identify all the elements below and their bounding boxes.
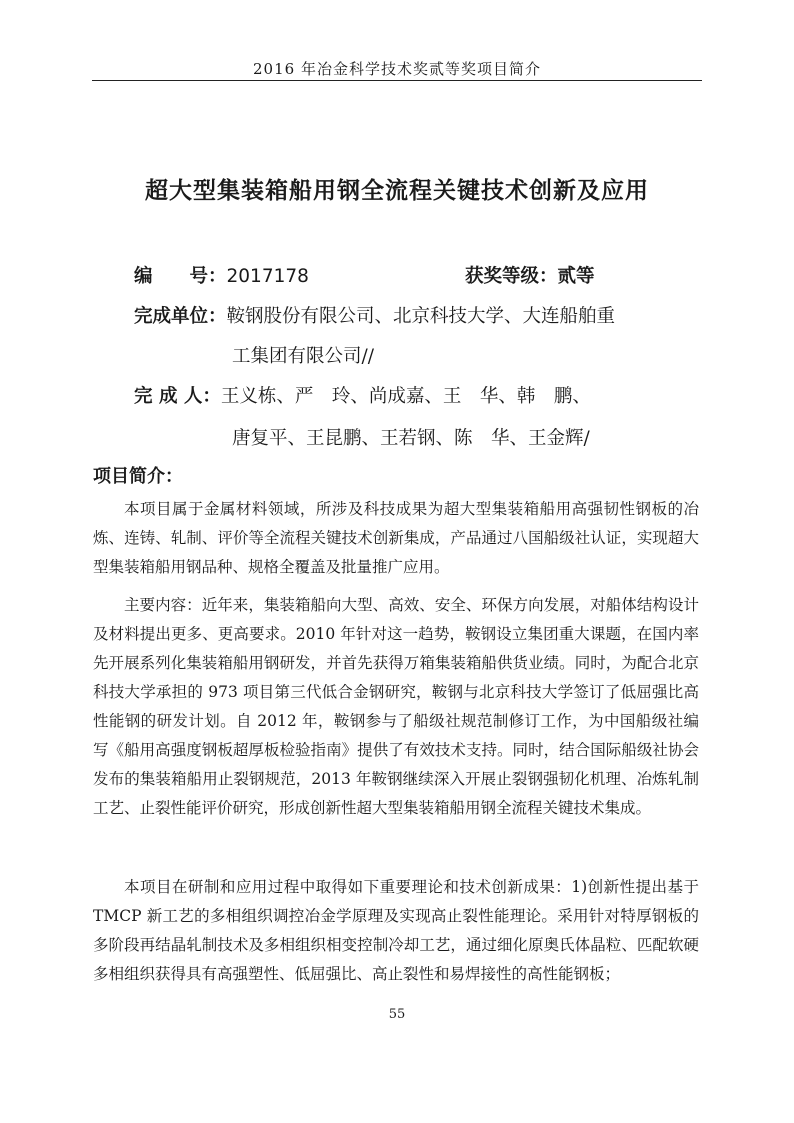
page-number: 55 <box>388 1007 406 1022</box>
number-row <box>134 262 309 288</box>
units-line-1: 鞍钢股份有限公司、北京科技大学、大连船舶重 <box>226 306 616 327</box>
number-label: 编 号： <box>134 266 227 287</box>
people-row <box>134 382 591 408</box>
people-label: 完 成 人： <box>134 386 221 407</box>
paragraph: 主要内容：近年来，集装箱船向大型、高效、安全、环保方向发展，对船体结构设计及材料提出更多、更高要求。2010 年针对这一趋势，鞍钢设立集团重大课题，在国内率先开展系列化集装箱船用钢研发，并首先获得万箱集装箱船供货业绩。同时，为配合北京科技大学承担的 973 项目第三代低合金钢研究，鞍钢与北京科技大学签订了低屈强比高性能钢的研发计划。自 2012 年，鞍钢参与了船级社规范制修订工作，为中国船级社编写《船用高强度钢板超厚板检验指南》提供了有效技术支持。同时，结合国际船级社协会发布的集装箱船用止裂钢规范，2013 年鞍钢继续深入开展止裂钢强韧化机理、冶炼轧制工艺、止裂性能评价研究，形成创新性超大型集装箱船用钢全流程关键技术集成。 <box>93 596 699 817</box>
number-value: 2017178 <box>226 266 309 287</box>
award-label: 获奖等级： <box>465 266 558 287</box>
people-line-2: 唐复平、王昆鹏、王若钢、陈 华、王金辉/ <box>232 428 590 449</box>
section-title: 项目简介： <box>93 466 183 487</box>
document-title: 超大型集装箱船用钢全流程关键技术创新及应用 <box>145 178 649 204</box>
units-line-2: 工集团有限公司// <box>232 346 374 367</box>
award-value: 贰等 <box>557 266 595 287</box>
paragraph: 本项目在研制和应用过程中取得如下重要理论和技术创新成果：1)创新性提出基于 TMCP 新工艺的多相组织调控冶金学原理及实现高止裂性能理论。采用针对特厚钢板的多阶段再结晶轧制技术及多相组织相变控制冷却工艺，通过细化原奥氏体晶粒、匹配软硬多相组织获得具有高强塑性、低屈强比、高止裂性和易焊接性的高性能钢板； <box>93 878 699 983</box>
units-row <box>134 302 615 328</box>
people-line-1: 王义栋、严 玲、尚成嘉、王 华、韩 鹏、 <box>220 386 591 407</box>
units-label: 完成单位： <box>134 306 227 327</box>
running-header: 2016 年冶金科学技术奖贰等奖项目简介 <box>253 60 541 78</box>
award-row <box>465 262 595 288</box>
header-rule <box>92 80 702 81</box>
paragraph: 本项目属于金属材料领域，所涉及科技成果为超大型集装箱船用高强韧性钢板的冶炼、连铸、轧制、评价等全流程关键技术创新集成，产品通过八国船级社认证，实现超大型集装箱船用钢品种、规格全覆盖及批量推广应用。 <box>93 500 699 576</box>
